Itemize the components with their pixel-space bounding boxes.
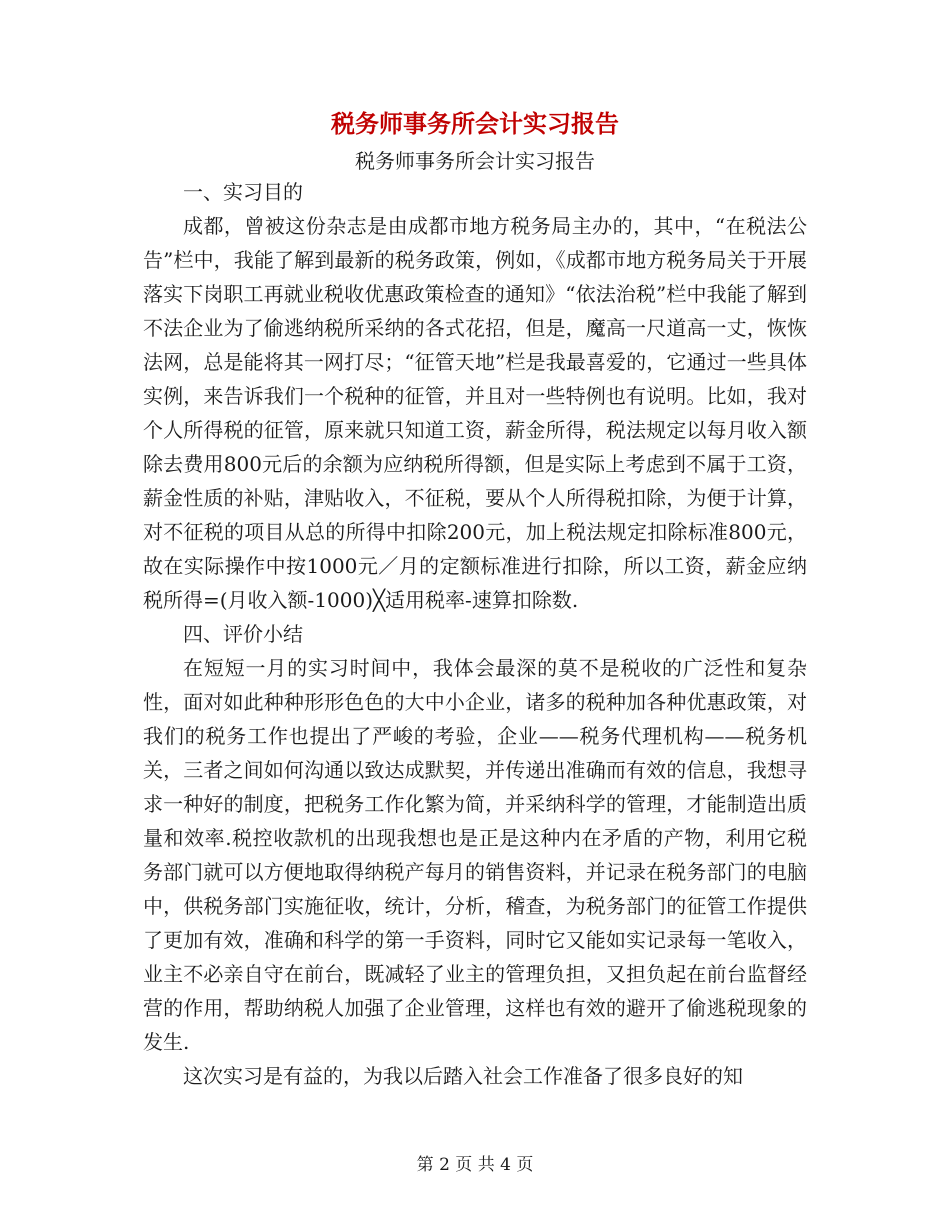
body-paragraph: 这次实习是有益的，为我以后踏入社会工作准备了很多良好的知 xyxy=(183,1064,743,1088)
section-heading-summary: 四、评价小结 xyxy=(183,622,303,646)
document-subtitle: 税务师事务所会计实习报告 xyxy=(355,149,595,173)
document-body xyxy=(143,175,807,1093)
body-paragraph: 在短短一月的实习时间中，我体会最深的莫不是税收的广泛性和复杂性，面对如此种种形形色色的大中小企业，诸多的税种加各种优惠政策，对我们的税务工作也提出了严峻的考验，企业——税务代理机构——税务机关，三者之间如何沟通以致达成默契，并传递出准确而有效的信息，我想寻求一种好的制度，把税务工作化繁为简，并采纳科学的管理，才能制造出质量和效率.税控收款机的出现我想也是正是这种内在矛盾的产物，利用它税务部门就可以方便地取得纳税产每月的销售资料，并记录在税务部门的电脑中，供税务部门实施征收，统计，分析，稽查，为税务部门的征管工作提供了更加有效，准确和科学的第一手资料，同时它又能如实记录每一笔收入，业主不必亲自守在前台，既减轻了业主的管理负担，又担负起在前台监督经营的作用，帮助纳税人加强了企业管理，这样也有效的避开了偷逃税现象的发生. xyxy=(143,656,807,1054)
section-heading-purpose: 一、实习目的 xyxy=(183,180,303,204)
document-title: 税务师事务所会计实习报告 xyxy=(331,109,619,138)
body-paragraph: 成都，曾被这份杂志是由成都市地方税务局主办的，其中，“在税法公告”栏中，我能了解到最新的税务政策，例如，《成都市地方税务局关于开展落实下岗职工再就业税收优惠政策检查的通知》“依法治税”栏中我能了解到不法企业为了偷逃纳税所采纳的各式花招，但是，魔高一尺道高一丈，恢恢法网，总是能将其一网打尽；“征管天地”栏是我最喜爱的，它通过一些具体实例，来告诉我们一个税种的征管，并且对一些特例也有说明。比如，我对个人所得税的征管，原来就只知道工资，薪金所得，税法规定以每月收入额除去费用800元后的余额为应纳税所得额，但是实际上考虑到不属于工资，薪金性质的补贴，津贴收入，不征税，要从个人所得税扣除，为便于计算，对不征税的项目从总的所得中扣除200元，加上税法规定扣除标准800元，故在实际操作中按1000元／月的定额标准进行扣除，所以工资，薪金应纳税所得=(月收入额-1000)╳适用税率-速算扣除数. xyxy=(143,214,807,612)
page-number-footer: 第 2 页 共 4 页 xyxy=(416,1155,534,1175)
